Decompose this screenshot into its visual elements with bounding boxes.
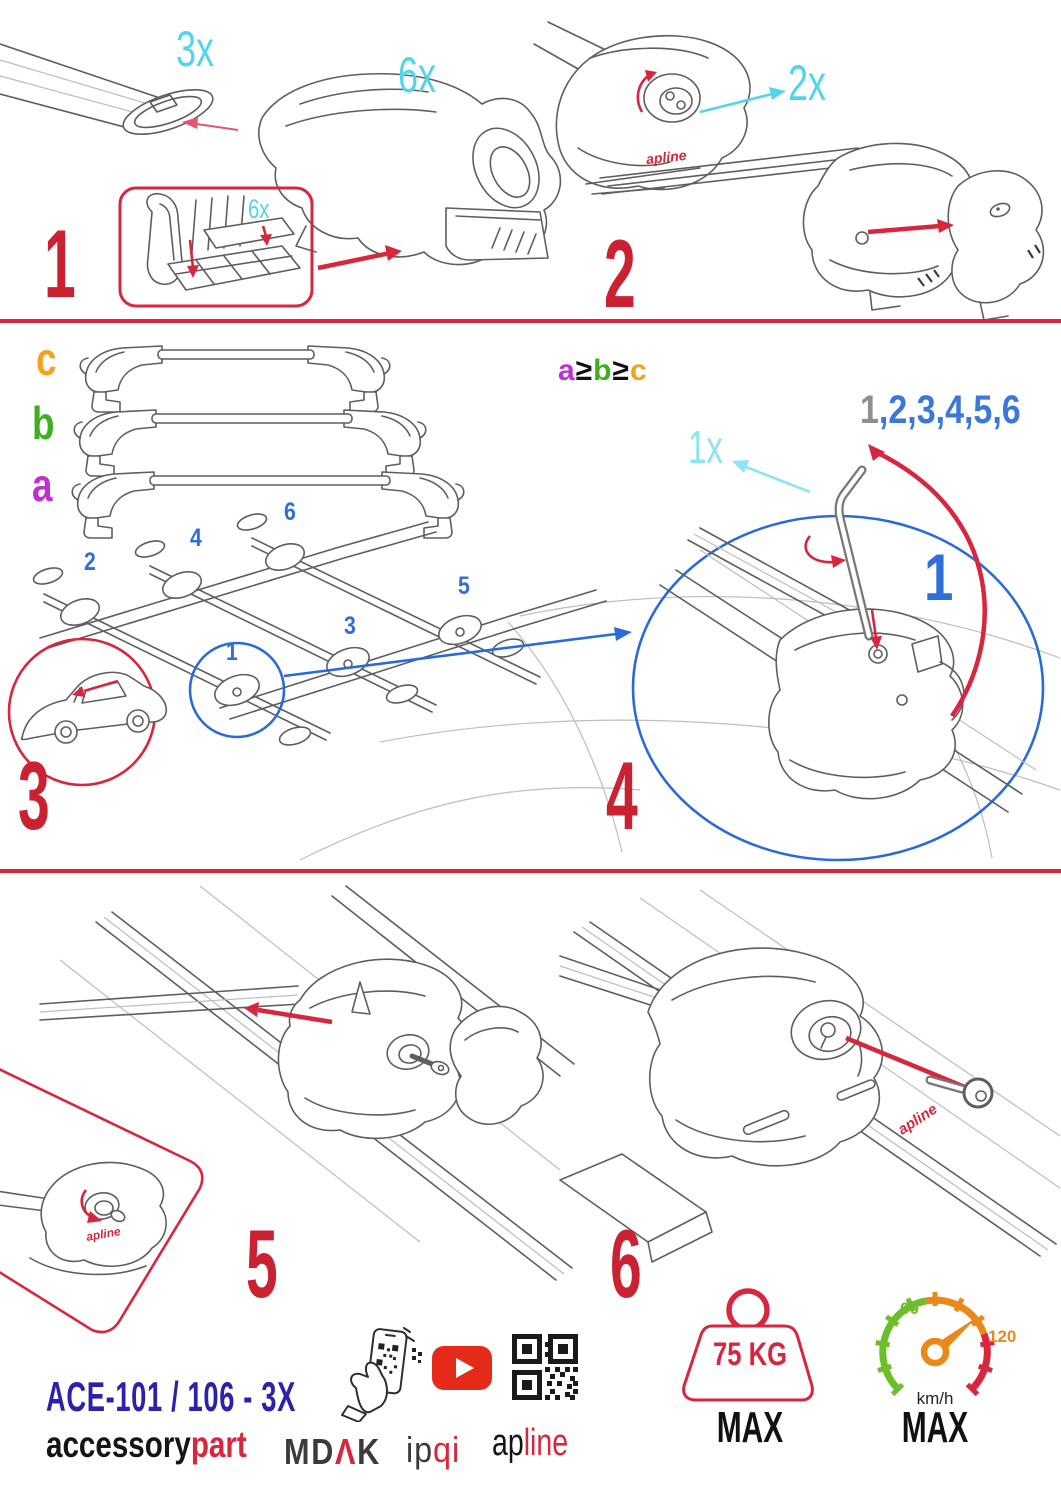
tightening-sequence-label: 1,2,3,4,5,6 xyxy=(860,388,1021,432)
apline-logo: apline xyxy=(492,1422,569,1464)
bar-a-label: a xyxy=(32,459,53,511)
size-rule-label: a≥b≥c xyxy=(558,354,648,387)
bar-c-label: c xyxy=(36,333,57,385)
position-6-label: 6 xyxy=(284,498,296,526)
step1-number: 1 xyxy=(44,210,76,318)
step6-illustration xyxy=(560,890,1060,1262)
step3-number: 3 xyxy=(18,742,50,850)
step3-bar-options xyxy=(72,346,464,538)
position-1-label: 1 xyxy=(226,638,238,666)
step5-number: 5 xyxy=(246,1210,278,1318)
ipqi-logo: ipqi xyxy=(406,1429,461,1470)
foot-brand-logo: apline xyxy=(85,1224,122,1244)
first-bolt-order-label: 1 xyxy=(924,540,954,614)
step2-number: 2 xyxy=(604,220,636,328)
section-divider-2 xyxy=(0,869,1061,873)
max-speed-caption: MAX xyxy=(901,1403,969,1452)
scan-qr-phone-icon xyxy=(340,1326,426,1422)
step4-number: 4 xyxy=(606,742,638,850)
max-speed-icon xyxy=(868,1290,1012,1402)
position-5-label: 5 xyxy=(458,572,470,600)
foot-quantity-label: 6x xyxy=(398,47,437,103)
step4-illustration xyxy=(633,444,1043,860)
qr-code xyxy=(512,1334,578,1400)
section-divider-1 xyxy=(0,319,1061,323)
position-4-label: 4 xyxy=(190,524,202,552)
position-3-label: 3 xyxy=(344,612,356,640)
key-quantity-label: 2x xyxy=(788,55,827,111)
tool-quantity-label: 1x xyxy=(688,421,723,473)
step5-illustration xyxy=(0,886,574,1332)
max-load-value: 75 KG xyxy=(713,1336,787,1372)
speed-120-label: 120 xyxy=(988,1327,1017,1346)
max-load-caption: MAX xyxy=(716,1403,784,1452)
foot-brand-logo: apline xyxy=(894,1100,941,1139)
mdak-logo: MDΛK xyxy=(284,1431,381,1472)
bar-quantity-label: 3x xyxy=(176,21,215,77)
speed-unit-label: km/h xyxy=(916,1389,954,1408)
product-code: ACE-101 / 106 - 3X xyxy=(46,1373,296,1420)
step1-illustration xyxy=(0,44,560,306)
pad-quantity-label: 6x xyxy=(248,194,270,224)
youtube-icon xyxy=(432,1346,492,1390)
speed-60-label: 60 xyxy=(900,1299,919,1318)
accessorypart-logo: accessorypart xyxy=(46,1424,247,1465)
foot-brand-logo: apline xyxy=(645,146,688,168)
step6-number: 6 xyxy=(610,1210,642,1318)
position-2-label: 2 xyxy=(84,548,96,576)
bar-b-label: b xyxy=(32,397,55,449)
